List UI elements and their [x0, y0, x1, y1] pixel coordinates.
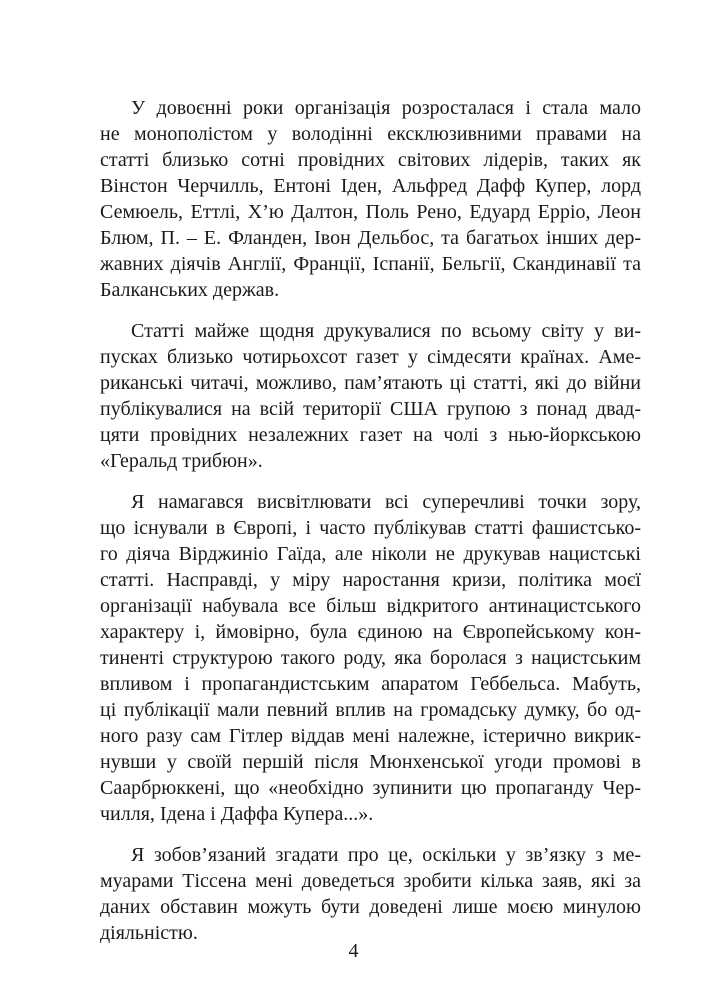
- text-line: організації набувала все більш відкритого антинацистського: [100, 595, 641, 617]
- paragraph: [100, 489, 641, 827]
- text-line: характеру і, ймовірно, була єдиною на Європейському кон-: [100, 621, 641, 643]
- text-line: статті. Насправді, у міру наростання кризи, політика моєї: [100, 569, 641, 591]
- paragraph: [100, 318, 641, 474]
- text-line: ці публікації мали певний вплив на громадську думку, бо од-: [100, 699, 641, 721]
- text-line: Я намагався висвітлювати всі суперечливі точки зору,: [131, 491, 641, 513]
- text-line: жавних діячів Англії, Франції, Іспанії, Бельгії, Скандинавії та: [100, 253, 641, 275]
- text-line: Статті майже щодня друкувалися по всьому світу у ви-: [131, 320, 641, 342]
- text-line: чилля, Ідена і Даффа Купера...».: [100, 803, 374, 825]
- text-line: не монополістом у володінні ексклюзивними правами на: [100, 123, 641, 145]
- paragraph: [100, 842, 641, 946]
- text-line: Я зобов’язаний згадати про це, оскільки у зв’язку з ме-: [131, 844, 641, 866]
- text-line: публікувалися на всій території США групою з понад двад-: [100, 398, 641, 420]
- paragraph: [100, 95, 641, 303]
- text-line: «Геральд трибюн».: [100, 450, 263, 472]
- text-line: Саарбрюккені, що «необхідно зупинити цю пропаганду Чер-: [100, 777, 641, 799]
- text-line: впливом і пропагандистським апаратом Геббельса. Мабуть,: [100, 673, 641, 695]
- text-line: муарами Тіссена мені доведеться зробити кілька заяв, які за: [100, 870, 641, 892]
- text-line: риканські читачі, можливо, пам’ятають ці статті, які до війни: [100, 372, 641, 394]
- text-line: У довоєнні роки організація розросталася і стала мало: [131, 97, 641, 119]
- text-line: тиненті структурою такого роду, яка боролася з нацистським: [100, 647, 641, 669]
- text-line: ного разу сам Гітлер віддав мені належне, істерично викрик-: [100, 725, 641, 747]
- text-line: Вінстон Черчилль, Ентоні Іден, Альфред Дафф Купер, лорд: [100, 175, 641, 197]
- text-line: цяти провідних незалежних газет на чолі з нью-йоркською: [100, 424, 641, 446]
- text-line: Блюм, П. – Е. Фланден, Івон Дельбос, та багатьох інших дер-: [100, 227, 641, 249]
- page-number: 4: [348, 940, 359, 962]
- text-line: Семюель, Еттлі, Х’ю Далтон, Поль Рено, Едуард Ерріо, Леон: [100, 201, 641, 223]
- text-line: Балканських держав.: [100, 279, 280, 301]
- text-line: статті близько сотні провідних світових лідерів, таких як: [100, 149, 641, 171]
- text-line: нувши у своїй першій після Мюнхенської угоди промові в: [100, 751, 641, 773]
- text-line: пусках близько чотирьохсот газет у сімдесяти країнах. Аме-: [100, 346, 641, 368]
- text-line: діяльністю.: [100, 922, 198, 944]
- text-line: що існували в Європі, і часто публікував статті фашистсько-: [100, 517, 641, 539]
- body-text: [100, 95, 641, 961]
- text-line: го діяча Вірджиніо Гаїда, але ніколи не друкував нацистські: [100, 543, 641, 565]
- text-line: даних обставин можуть бути доведені лише моєю минулою: [100, 896, 641, 918]
